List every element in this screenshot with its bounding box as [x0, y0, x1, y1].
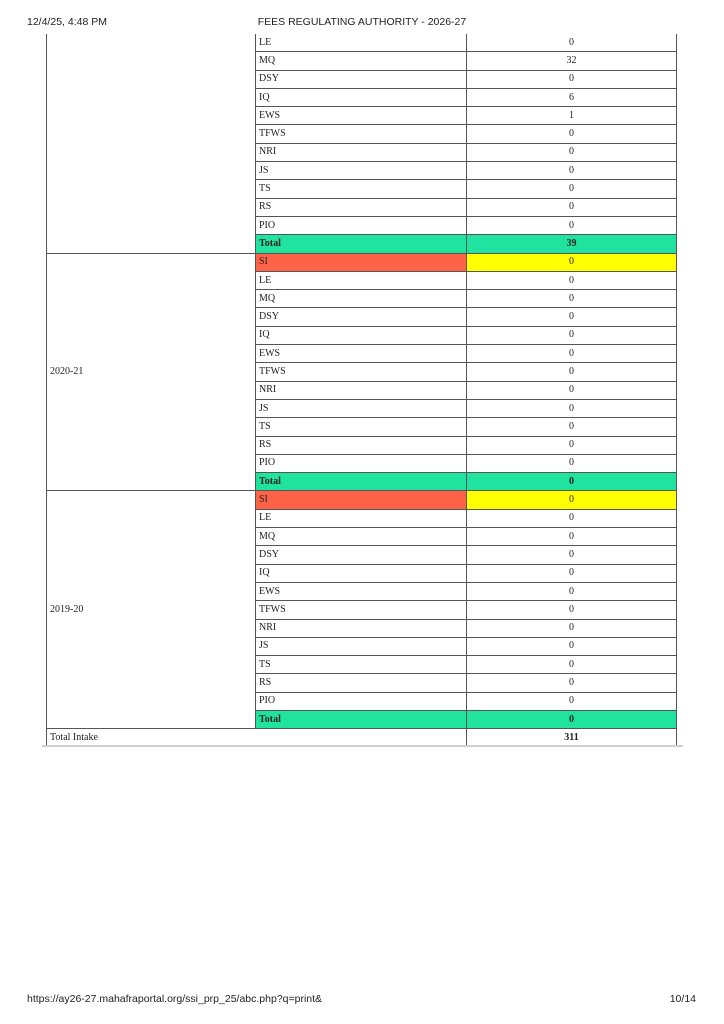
category-cell: DSY [256, 546, 467, 564]
intake-value-cell: 0 [467, 143, 677, 161]
category-cell: RS [256, 436, 467, 454]
total-value-cell: 0 [467, 473, 677, 491]
intake-value-cell: 1 [467, 107, 677, 125]
total-intake-label: Total Intake [47, 729, 467, 747]
academic-year-cell [47, 34, 256, 253]
category-cell: IQ [256, 564, 467, 582]
category-cell: JS [256, 399, 467, 417]
category-cell: TS [256, 418, 467, 436]
intake-value-cell: 0 [467, 34, 677, 52]
print-title: FEES REGULATING AUTHORITY - 2026-27 [257, 16, 467, 28]
category-cell: MQ [256, 290, 467, 308]
category-cell: EWS [256, 582, 467, 600]
total-value-cell: 39 [467, 235, 677, 253]
table-row [47, 34, 677, 52]
page-number: 10/14 [669, 993, 696, 1005]
intake-value-cell: 0 [467, 271, 677, 289]
intake-value-cell: 0 [467, 180, 677, 198]
intake-value-cell: 0 [467, 491, 677, 509]
intake-value-cell: 0 [467, 601, 677, 619]
category-cell: PIO [256, 216, 467, 234]
category-cell: IQ [256, 326, 467, 344]
intake-value-cell: 0 [467, 509, 677, 527]
category-cell: NRI [256, 619, 467, 637]
category-cell: DSY [256, 70, 467, 88]
category-cell: TS [256, 656, 467, 674]
intake-value-cell: 0 [467, 582, 677, 600]
category-cell: DSY [256, 308, 467, 326]
category-cell: SI [256, 491, 467, 509]
intake-value-cell: 0 [467, 619, 677, 637]
intake-value-cell: 6 [467, 88, 677, 106]
intake-value-cell: 0 [467, 637, 677, 655]
intake-value-cell: 0 [467, 253, 677, 271]
academic-year-cell: 2019-20 [47, 491, 256, 729]
intake-value-cell: 0 [467, 399, 677, 417]
total-value-cell: 0 [467, 710, 677, 728]
table-row [47, 253, 677, 271]
page-divider [42, 745, 683, 747]
intake-value-cell: 0 [467, 308, 677, 326]
category-cell: RS [256, 198, 467, 216]
category-cell: NRI [256, 381, 467, 399]
category-cell: JS [256, 637, 467, 655]
category-cell: TFWS [256, 125, 467, 143]
category-cell: LE [256, 34, 467, 52]
category-cell: MQ [256, 528, 467, 546]
category-cell: TFWS [256, 601, 467, 619]
print-header [0, 16, 724, 32]
intake-table [46, 34, 677, 747]
intake-value-cell: 0 [467, 656, 677, 674]
intake-value-cell: 0 [467, 418, 677, 436]
intake-value-cell: 0 [467, 381, 677, 399]
academic-year-cell: 2020-21 [47, 253, 256, 491]
intake-value-cell: 0 [467, 454, 677, 472]
intake-value-cell: 0 [467, 326, 677, 344]
table-row [47, 491, 677, 509]
intake-value-cell: 0 [467, 216, 677, 234]
print-timestamp: 12/4/25, 4:48 PM [27, 16, 107, 28]
intake-table-body [47, 34, 677, 747]
intake-value-cell: 0 [467, 125, 677, 143]
total-intake-value: 311 [467, 729, 677, 747]
category-cell: TS [256, 180, 467, 198]
category-cell: LE [256, 509, 467, 527]
total-label-cell: Total [256, 473, 467, 491]
intake-value-cell: 0 [467, 436, 677, 454]
intake-value-cell: 0 [467, 290, 677, 308]
intake-value-cell: 0 [467, 546, 677, 564]
intake-value-cell: 0 [467, 692, 677, 710]
category-cell: PIO [256, 692, 467, 710]
category-cell: JS [256, 162, 467, 180]
category-cell: MQ [256, 52, 467, 70]
intake-value-cell: 0 [467, 363, 677, 381]
category-cell: EWS [256, 345, 467, 363]
category-cell: LE [256, 271, 467, 289]
total-label-cell: Total [256, 710, 467, 728]
category-cell: SI [256, 253, 467, 271]
intake-value-cell: 0 [467, 528, 677, 546]
intake-value-cell: 0 [467, 345, 677, 363]
intake-value-cell: 0 [467, 564, 677, 582]
total-label-cell: Total [256, 235, 467, 253]
category-cell: TFWS [256, 363, 467, 381]
intake-value-cell: 0 [467, 674, 677, 692]
intake-value-cell: 0 [467, 70, 677, 88]
intake-value-cell: 32 [467, 52, 677, 70]
intake-value-cell: 0 [467, 162, 677, 180]
category-cell: NRI [256, 143, 467, 161]
category-cell: PIO [256, 454, 467, 472]
category-cell: EWS [256, 107, 467, 125]
intake-value-cell: 0 [467, 198, 677, 216]
category-cell: RS [256, 674, 467, 692]
category-cell: IQ [256, 88, 467, 106]
print-url: https://ay26-27.mahafraportal.org/ssi_prp_25/abc.php?q=print& [27, 993, 323, 1005]
